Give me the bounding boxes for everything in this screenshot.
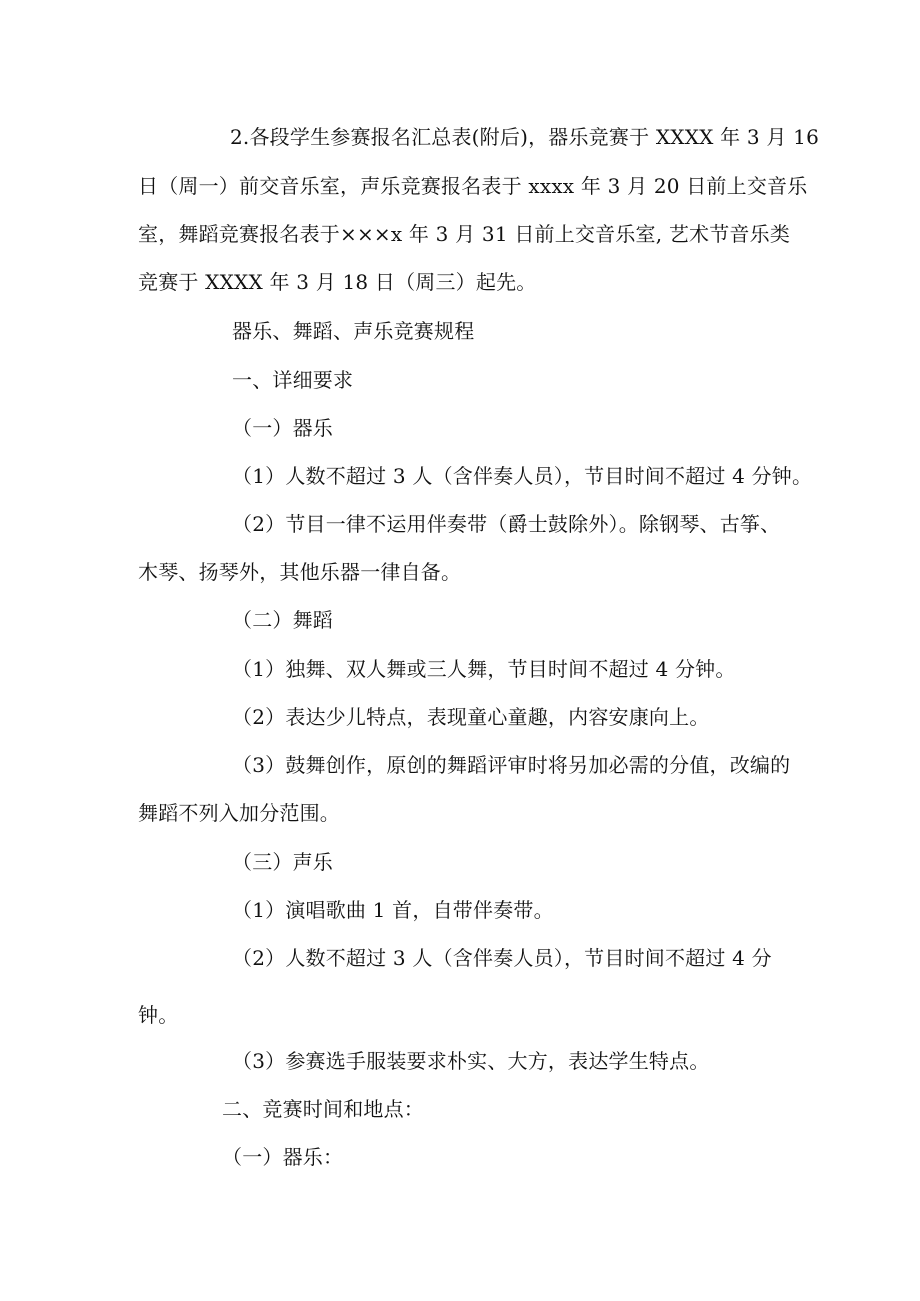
section-title-rules: 器乐、舞蹈、声乐竞赛规程 — [232, 319, 475, 343]
heading-time-and-location: 二、竞赛时间和地点： — [222, 1097, 424, 1121]
vocal-rule-3: （3）参赛选手服装要求朴实、大方，表达学生特点。 — [232, 1049, 710, 1073]
vocal-rule-2-line-2: 钟。 — [138, 1003, 179, 1027]
dance-rule-2: （2）表达少儿特点，表现童心童趣，内容安康向上。 — [232, 705, 710, 729]
dance-rule-3-line-2: 舞蹈不列入加分范围。 — [138, 801, 340, 825]
vocal-rule-1: （1）演唱歌曲 1 首，自带伴奏带。 — [232, 898, 554, 922]
paragraph-registration-line-1: 2.各段学生参赛报名汇总表(附后)，器乐竞赛于 XXXX 年 3 月 16 — [230, 125, 820, 149]
subheading-dance: （二）舞蹈 — [232, 608, 333, 632]
instrumental-rule-2-line-2: 木琴、扬琴外，其他乐器一律自备。 — [138, 560, 462, 584]
paragraph-registration-line-3: 室，舞蹈竞赛报名表于×××x 年 3 月 31 日前上交音乐室, 艺术节音乐类 — [138, 222, 791, 246]
subheading-instrumental: （一）器乐 — [232, 416, 333, 440]
heading-detailed-requirements: 一、详细要求 — [232, 368, 354, 392]
paragraph-registration-line-4: 竞赛于 XXXX 年 3 月 18 日（周三）起先。 — [138, 270, 537, 294]
instrumental-rule-1: （1）人数不超过 3 人（含伴奏人员），节目时间不超过 4 分钟。 — [232, 464, 813, 488]
dance-rule-3-line-1: （3）鼓舞创作，原创的舞蹈评审时将另加必需的分值，改编的 — [232, 753, 791, 777]
paragraph-registration-line-2: 日（周一）前交音乐室，声乐竞赛报名表于 xxxx 年 3 月 20 日前上交音乐 — [138, 174, 808, 198]
subheading-instrumental-time: （一）器乐： — [222, 1145, 344, 1169]
dance-rule-1: （1）独舞、双人舞或三人舞，节目时间不超过 4 分钟。 — [232, 657, 736, 681]
instrumental-rule-2-line-1: （2）节目一律不运用伴奏带（爵士鼓除外）。除钢琴、古筝、 — [232, 512, 781, 536]
subheading-vocal: （三）声乐 — [232, 850, 333, 874]
vocal-rule-2-line-1: （2）人数不超过 3 人（含伴奏人员），节目时间不超过 4 分 — [232, 946, 772, 970]
